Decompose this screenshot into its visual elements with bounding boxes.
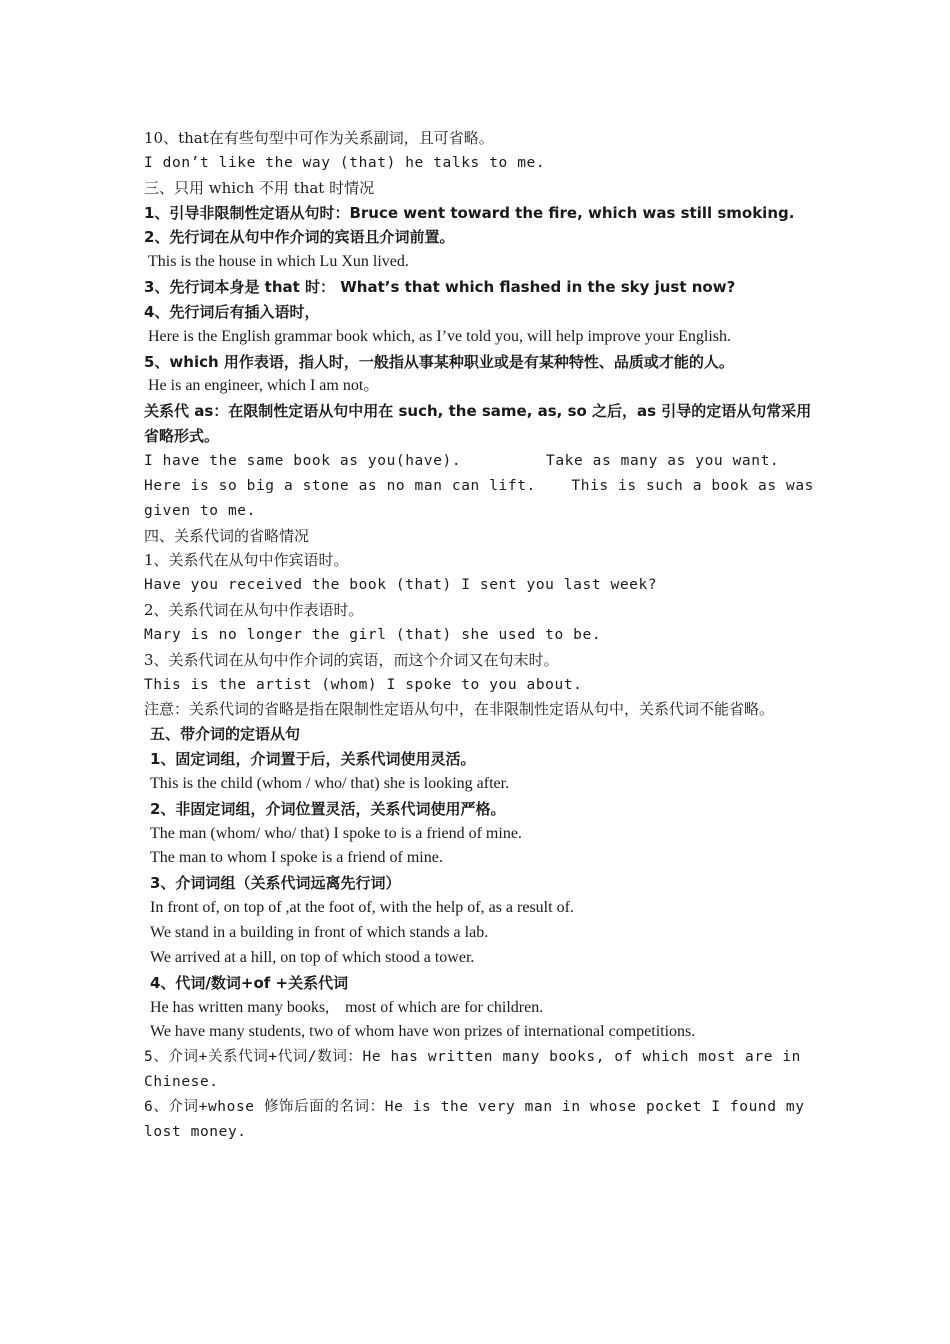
rule-line: 3、关系代词在从句中作介词的宾语，而这个介词又在句末时。 <box>144 650 559 669</box>
section-heading: 五、带介词的定语从句 <box>150 725 301 744</box>
rule-line: 2、先行词在从句中作介词的宾语且介词前置。 <box>144 228 455 247</box>
note-line: 注意：关系代词的省略是指在限制性定语从句中，在非限制性定语从句中，关系代词不能省略。 <box>144 700 775 719</box>
rule-line: 1、固定词组，介词置于后，关系代词使用灵活。 <box>150 750 476 769</box>
example-sentence: This is such a book as was <box>571 477 814 494</box>
example-sentence: Have you received the book (that) I sent you last week? <box>144 577 658 594</box>
example-sentence: He is an engineer, which I am not。 <box>148 377 380 395</box>
rule-line: 6、介词+whose 修饰后面的名词：He is the very man in whose pocket I found my lost money. <box>144 1098 805 1140</box>
rule-line: 2、非固定词组，介词位置灵活，关系代词使用严格。 <box>150 799 506 818</box>
example-pair <box>144 449 814 474</box>
rule-line: 3、先行词本身是 that 时： What’s that which flashed in the sky just now? <box>144 278 736 297</box>
example-sentence: This is the house in which Lu Xun lived. <box>148 253 409 271</box>
rule-line: 3、介词词组（关系代词远离先行词） <box>150 874 401 893</box>
document-page <box>144 126 814 1145</box>
example-sentence: I don’t like the way (that) he talks to me. <box>144 154 546 171</box>
rule-line: 5、介词+关系代词+代词/数词：He has written many books, of which most are in Chinese. <box>144 1049 802 1091</box>
example-sentence: In front of, on top of ,at the foot of, with the help of, as a result of. <box>150 899 574 917</box>
example-sentence: This is the artist (whom) I spoke to you about. <box>144 676 583 693</box>
example-sentence: given to me. <box>144 502 256 519</box>
example-sentence: This is the child (whom / who/ that) she is looking after. <box>150 774 510 792</box>
rule-line: 4、代词/数词+of +关系代词 <box>150 973 349 992</box>
example-sentence: He has written many books, most of which are for children. <box>150 998 544 1016</box>
example-sentence: The man (whom/ who/ that) I spoke to is a friend of mine. <box>150 824 522 842</box>
rule-line: 4、先行词后有插入语时， <box>144 302 320 321</box>
example-sentence: Here is so big a stone as no man can lift. <box>144 477 536 494</box>
example-sentence: Here is the English grammar book which, as I’ve told you, will help improve your English. <box>148 327 731 345</box>
rule-line: 2、关系代词在从句中作表语时。 <box>144 601 364 620</box>
section-heading: 三、只用 which 不用 that 时情况 <box>144 178 375 197</box>
example-pair <box>144 474 814 499</box>
rule-line: 关系代 as：在限制性定语从句中用在 such, the same, as, so 之后，as 引导的定语从句常采用省略形式。 <box>144 402 812 446</box>
example-sentence: Mary is no longer the girl (that) she used to be. <box>144 626 602 643</box>
rule-line: 1、关系代在从句中作宾语时。 <box>144 551 349 570</box>
example-sentence: Take as many as you want. <box>546 452 780 469</box>
example-sentence: We have many students, two of whom have won prizes of international competitions. <box>150 1023 696 1041</box>
rule-line: 1、引导非限制性定语从句时：Bruce went toward the fire, which was still smoking. <box>144 203 795 222</box>
example-sentence: I have the same book as you(have). <box>144 452 462 469</box>
example-sentence: The man to whom I spoke is a friend of mine. <box>150 849 443 867</box>
text-line: 10、that在有些句型中可作为关系副词，且可省略。 <box>144 129 494 147</box>
example-sentence: We stand in a building in front of which stands a lab. <box>150 924 489 941</box>
example-sentence: We arrived at a hill, on top of which stood a tower. <box>150 948 475 966</box>
rule-line: 5、which 用作表语，指人时，一般指从事某种职业或是有某种特性、品质或才能的人。 <box>144 352 734 371</box>
section-heading: 四、关系代词的省略情况 <box>144 526 310 545</box>
